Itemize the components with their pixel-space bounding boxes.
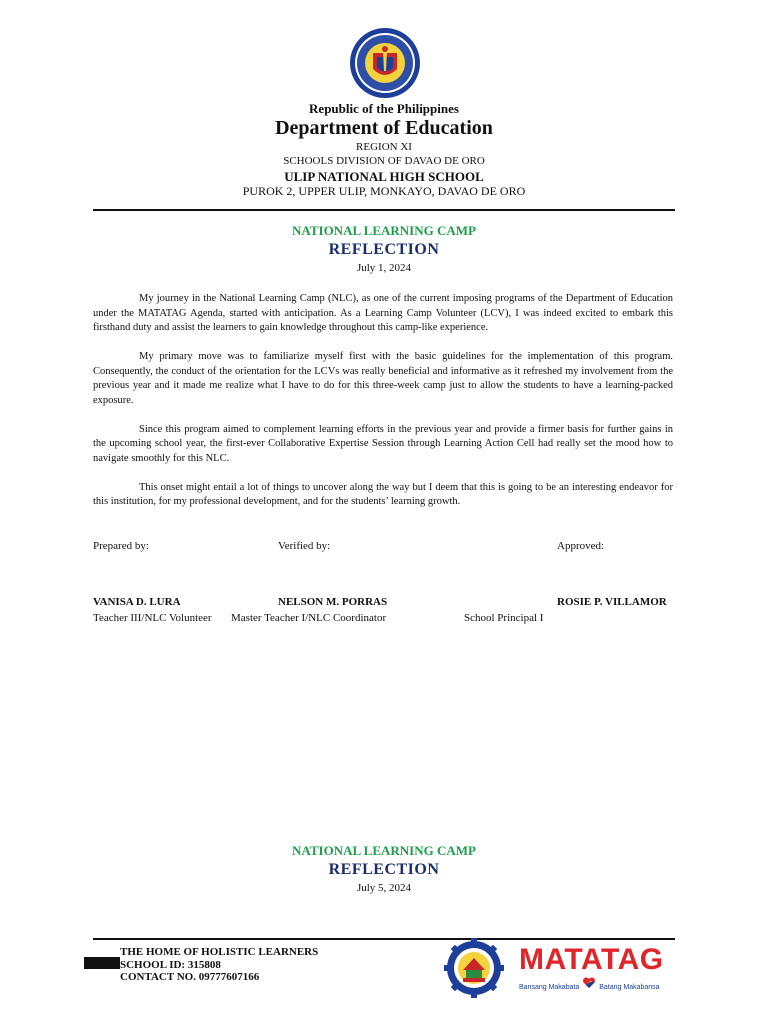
reflection-title: REFLECTION	[328, 241, 440, 258]
header-divider	[93, 209, 675, 211]
department-heading: Department of Education	[275, 117, 493, 139]
footer-text	[120, 946, 318, 984]
footer-divider	[93, 938, 675, 940]
brand-tagline-right: Batang Makabansa	[599, 984, 660, 991]
approved-label: Approved:	[557, 540, 605, 552]
school-name: ULIP NATIONAL HIGH SCHOOL	[284, 169, 484, 184]
division-line: SCHOOLS DIVISION OF DAVAO DE ORO	[283, 155, 485, 167]
prepared-label: Prepared by:	[93, 540, 149, 552]
heart-icon	[581, 977, 597, 991]
camp-heading: NATIONAL LEARNING CAMP	[292, 223, 476, 238]
footer-motto: THE HOME OF HOLISTIC LEARNERS	[120, 946, 319, 958]
prepared-title: Teacher III/NLC Volunteer	[93, 612, 212, 624]
camp-heading-2: NATIONAL LEARNING CAMP	[292, 843, 476, 858]
matatag-logo	[519, 944, 679, 996]
approved-name: ROSIE P. VILLAMOR	[557, 596, 667, 608]
region-line: REGION XI	[356, 141, 412, 153]
redaction-block	[84, 957, 120, 969]
school-logo	[441, 938, 507, 998]
paragraph: Since this program aimed to complement learning efforts in the previous year and provide a firmer basis for further gains in the upcoming school year, the first-ever Collaborative Expertise Session through Learning Action Cell had really set the mood how to navigate smoothly for this NLC.	[93, 423, 673, 464]
verified-title: Master Teacher I/NLC Coordinator	[231, 612, 387, 624]
reflection-body	[93, 292, 673, 510]
school-address: PUROK 2, UPPER ULIP, MONKAYO, DAVAO DE ORO	[242, 184, 526, 198]
reflection-date-2: July 5, 2024	[356, 882, 412, 894]
brand-tagline-left: Bansang Makabata	[519, 984, 580, 991]
paragraph: My primary move was to familiarize myself first with the basic guidelines for the implementation of this program. Consequently, the conduct of the orientation for the LCVs was really beneficial and informative as it refreshed my involvement from the previous year and it made me realize what I have to do for this three-week camp just to allow the students to have a learning-packed exposure.	[93, 351, 673, 406]
prepared-name: VANISA D. LURA	[93, 596, 181, 608]
paragraph: This onset might entail a lot of things to uncover along the way but I deem that this is going to be an interesting endeavor for this institution, for my professional development, and for the students’ learning growth.	[93, 481, 673, 507]
verified-label: Verified by:	[278, 540, 331, 552]
verified-name: NELSON M. PORRAS	[278, 596, 388, 608]
paragraph: My journey in the National Learning Camp (NLC), as one of the current imposing programs of the Department of Education under the MATATAG Agenda, started with anticipation. As a Learning Camp Volunteer (LCV), I was indeed excited to embark this firsthand duty and assist the learners to gain knowledge throughout this camp-like experience.	[93, 293, 673, 333]
approved-title: School Principal I	[464, 612, 544, 624]
reflection-title-2: REFLECTION	[328, 861, 440, 878]
matatag-wordmark: MATATAG	[519, 943, 664, 976]
footer-contact: CONTACT NO. 09777607166	[120, 971, 260, 983]
deped-seal-logo	[349, 27, 421, 99]
footer-school-id: SCHOOL ID: 315808	[120, 958, 221, 971]
reflection-date: July 1, 2024	[356, 262, 412, 274]
country-heading: Republic of the Philippines	[309, 101, 459, 116]
